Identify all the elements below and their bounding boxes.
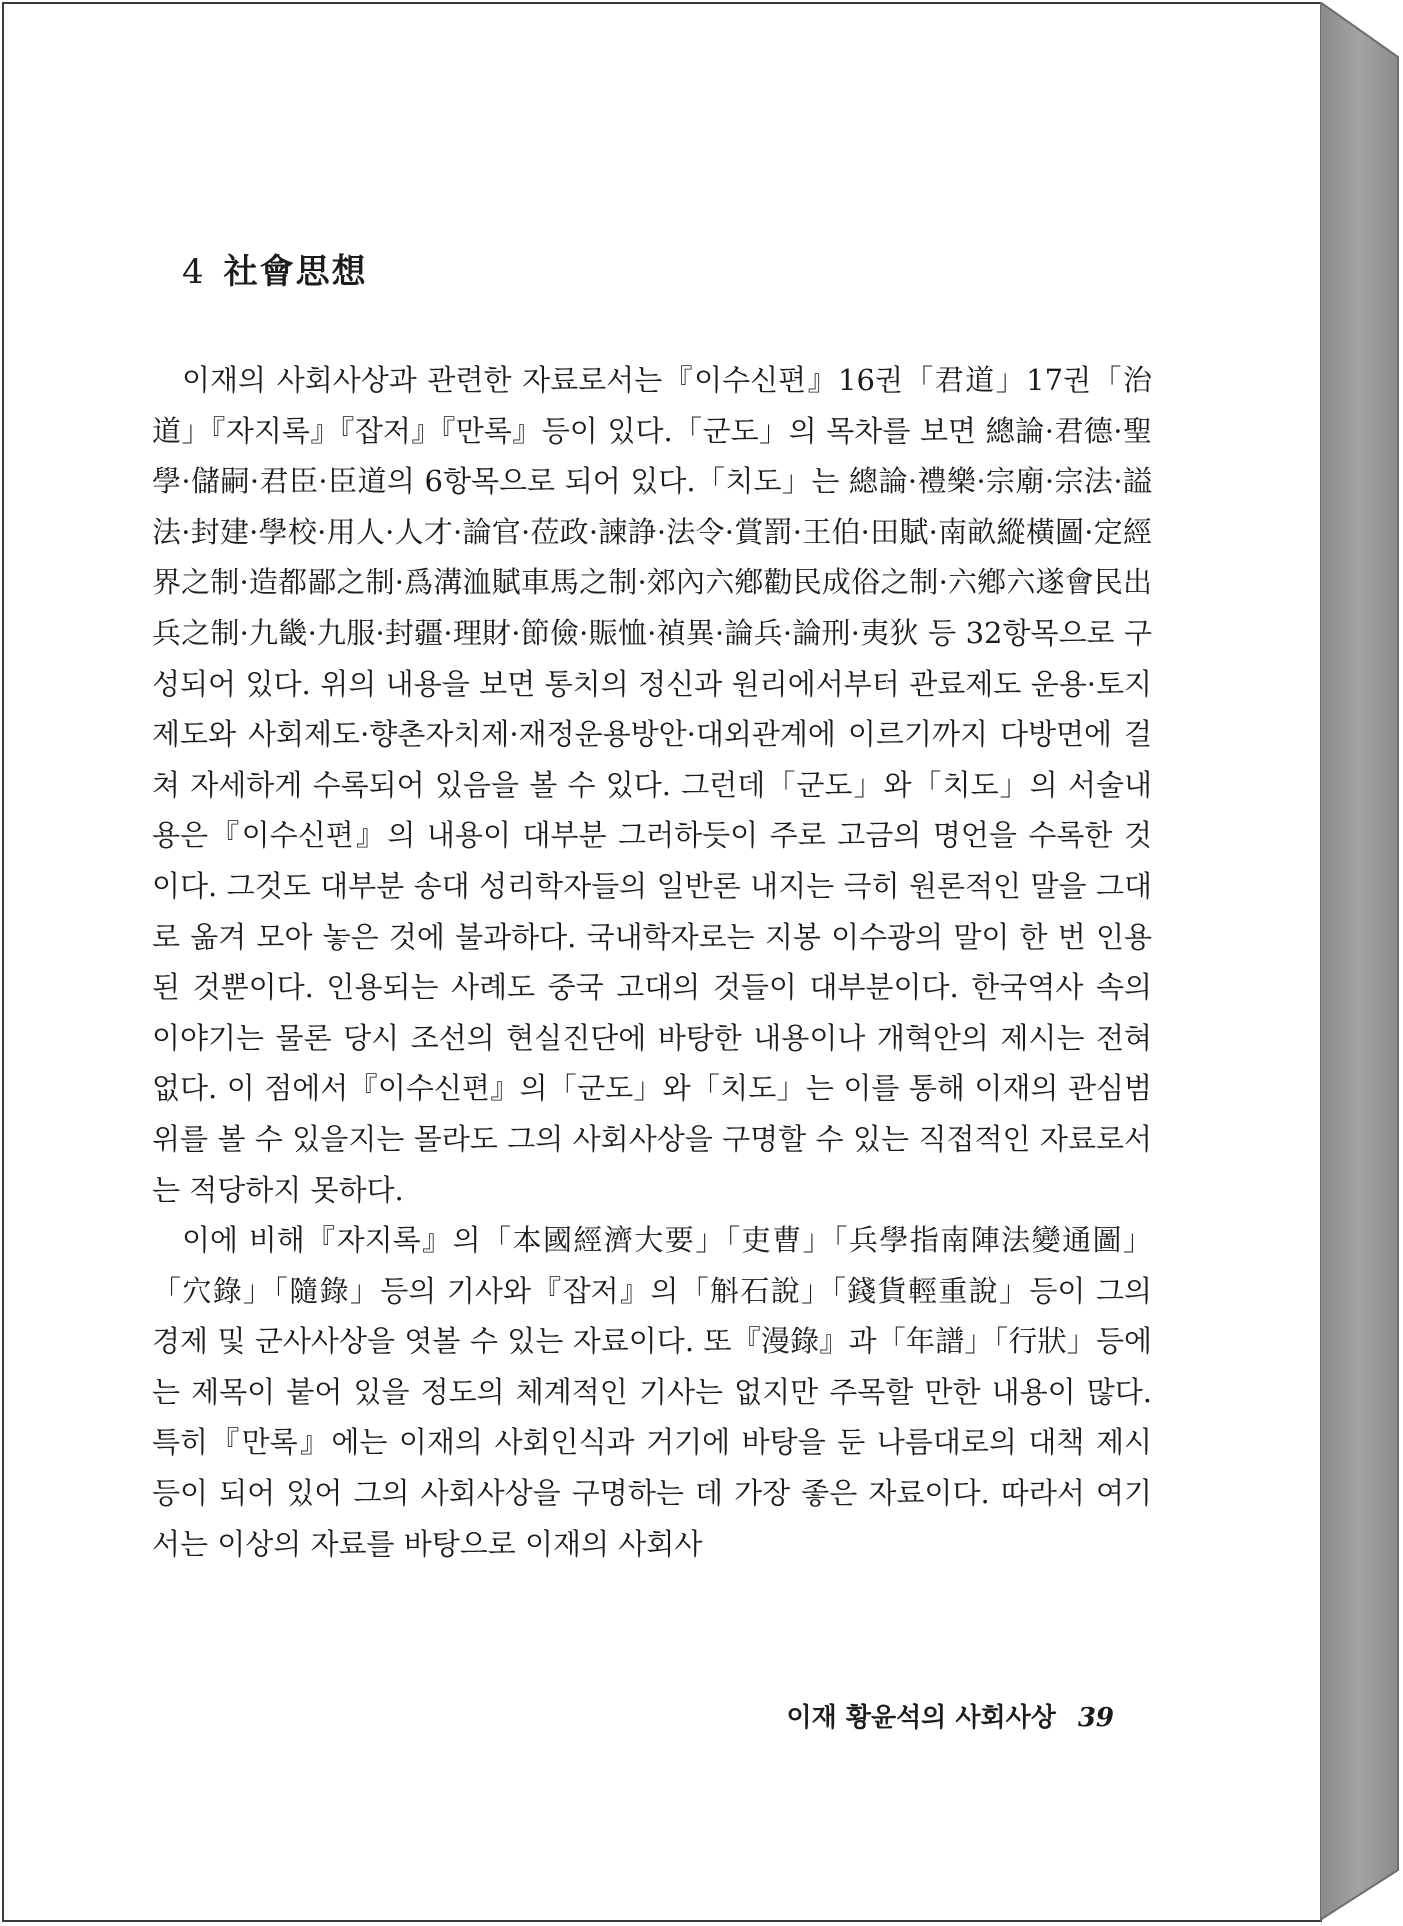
running-title: 이재 황윤석의 사회사상 bbox=[786, 1703, 1056, 1733]
section-heading bbox=[182, 244, 1152, 293]
page-content bbox=[152, 244, 1152, 1569]
page-footer bbox=[764, 1697, 1114, 1734]
book-edge-graphic bbox=[1320, 2, 1400, 1922]
page-number: 39 bbox=[1077, 1703, 1114, 1733]
section-number: 4 bbox=[182, 252, 206, 292]
section-title: 社會思想 bbox=[223, 252, 368, 292]
body-paragraph-1: 이재의 사회사상과 관련한 자료로서는『이수신편』16권「君道」17권「治道」『자지록』『잡저』『만록』등이 있다.「군도」의 목차를 보면 總論·君德·聖學·儲嗣·君臣·臣道의 6항목으로 되어 있다.「치도」는 總論·禮樂·宗廟·宗法·謚法·封建·學校·用人·人才·論官·莅政·諫諍·法令·賞罰·王伯·田賦·南畝縱橫圖·定經界之制·造都鄙之制·爲溝洫賦車馬之制·郊內六鄕勸民成俗之制·六鄕六遂會民出兵之制·九畿·九服·封疆·理財·節儉·賑恤·禎異·論兵·論刑·夷狄 등 32항목으로 구성되어 있다. 위의 내용을 보면 통치의 정신과 원리에서부터 관료제도 운용·토지제도와 사회제도·향촌자치제·재정운용방안·대외관계에 이르기까지 다방면에 걸쳐 자세하게 수록되어 있음을 볼 수 있다. 그런데「군도」와「치도」의 서술내용은『이수신편』의 내용이 대부분 그러하듯이 주로 고금의 명언을 수록한 것이다. 그것도 대부분 송대 성리학자들의 일반론 내지는 극히 원론적인 말을 그대로 옮겨 모아 놓은 것에 불과하다. 국내학자로는 지봉 이수광의 말이 한 번 인용된 것뿐이다. 인용되는 사례도 중국 고대의 것들이 대부분이다. 한국역사 속의 이야기는 물론 당시 조선의 현실진단에 바탕한 내용이나 개혁안의 제시는 전혀 없다. 이 점에서『이수신편』의「군도」와「치도」는 이를 통해 이재의 관심범위를 볼 수 있을지는 몰라도 그의 사회사상을 구명할 수 있는 직접적인 자료로서는 적당하지 못하다. bbox=[152, 363, 1152, 1207]
book-page bbox=[2, 2, 1322, 1922]
body-paragraph-2: 이에 비해『자지록』의「本國經濟大要」「吏曹」「兵學指南陣法變通圖」「穴錄」「隨錄」등의 기사와『잡저』의「斛石說」「錢貨輕重說」등이 그의 경제 및 군사사상을 엿볼 수 있는 자료이다. 또『漫錄』과「年譜」「行狀」등에는 제목이 붙어 있을 정도의 체계적인 기사는 없지만 주목할 만한 내용이 많다. 특히『만록』에는 이재의 사회인식과 거기에 바탕을 둔 나름대로의 대책 제시 등이 되어 있어 그의 사회사상을 구명하는 데 가장 좋은 자료이다. 따라서 여기서는 이상의 자료를 바탕으로 이재의 사회사 bbox=[152, 1223, 1152, 1561]
book-spine-edge bbox=[1320, 2, 1400, 1922]
